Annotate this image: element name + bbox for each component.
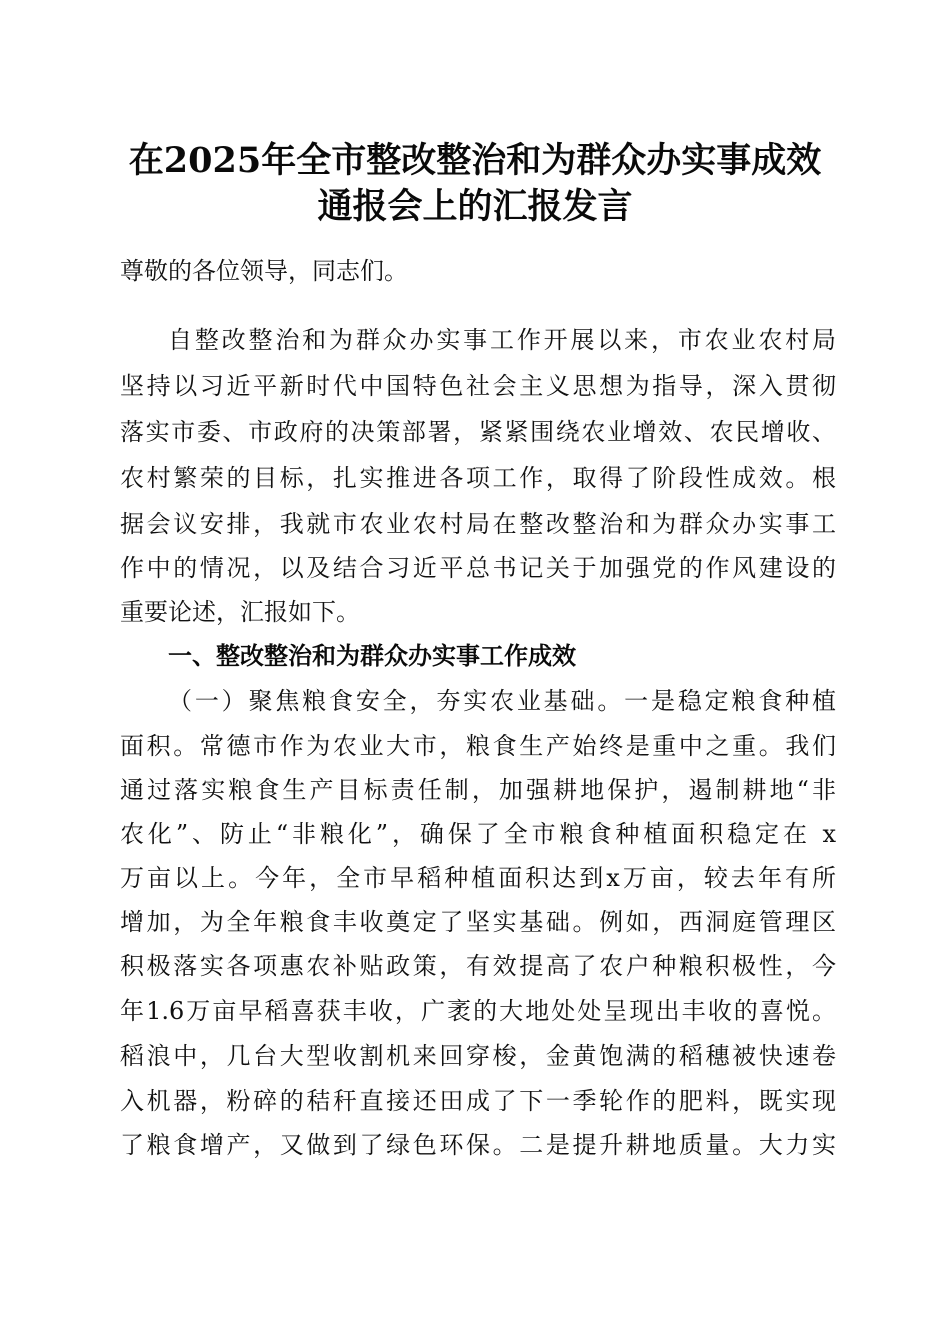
intro-line: 落实市委、市政府的决策部署，紧紧围绕农业增效、农民增收、	[120, 418, 836, 446]
section-line: 入机器，粉碎的秸秆直接还田成了下一季轮作的肥料，既实现	[120, 1087, 836, 1115]
section-line: 增加，为全年粮食丰收奠定了坚实基础。例如，西洞庭管理区	[120, 908, 836, 936]
section-line: 农化”、防止“非粮化”，确保了全市粮食种植面积稳定在 x	[120, 820, 836, 848]
intro-line: 农村繁荣的目标，扎实推进各项工作，取得了阶段性成效。根	[120, 464, 836, 492]
section-line: 积极落实各项惠农补贴政策，有效提高了农户种粮积极性，今	[120, 952, 836, 980]
section-line: （一）聚焦粮食安全，夯实农业基础。一是稳定粮食种植	[168, 687, 836, 715]
section-line: 了粮食增产，又做到了绿色环保。二是提升耕地质量。大力实	[120, 1131, 836, 1159]
intro-line: 坚持以习近平新时代中国特色社会主义思想为指导，深入贯彻	[120, 372, 836, 400]
section-line: 年1.6万亩早稻喜获丰收，广袤的大地处处呈现出丰收的喜悦。	[120, 997, 836, 1025]
intro-line: 作中的情况，以及结合习近平总书记关于加强党的作风建设的	[120, 554, 836, 582]
section-heading: 一、整改整治和为群众办实事工作成效	[168, 642, 576, 670]
document-title-line-1: 在2025年全市整改整治和为群众办实事成效	[128, 140, 822, 181]
section-line: 万亩以上。今年，全市早稻种植面积达到x万亩，较去年有所	[120, 864, 836, 892]
salutation: 尊敬的各位领导，同志们。	[120, 257, 408, 285]
section-line: 通过落实粮食生产目标责任制，加强耕地保护，遏制耕地“非	[120, 776, 836, 804]
document-title-line-2: 通报会上的汇报发言	[317, 186, 633, 227]
intro-line: 重要论述，汇报如下。	[120, 598, 360, 626]
intro-line: 自整改整治和为群众办实事工作开展以来，市农业农村局	[168, 326, 836, 354]
section-line: 稻浪中，几台大型收割机来回穿梭，金黄饱满的稻穗被快速卷	[120, 1042, 836, 1070]
section-line: 面积。常德市作为农业大市，粮食生产始终是重中之重。我们	[120, 732, 836, 760]
intro-line: 据会议安排，我就市农业农村局在整改整治和为群众办实事工	[120, 510, 836, 538]
